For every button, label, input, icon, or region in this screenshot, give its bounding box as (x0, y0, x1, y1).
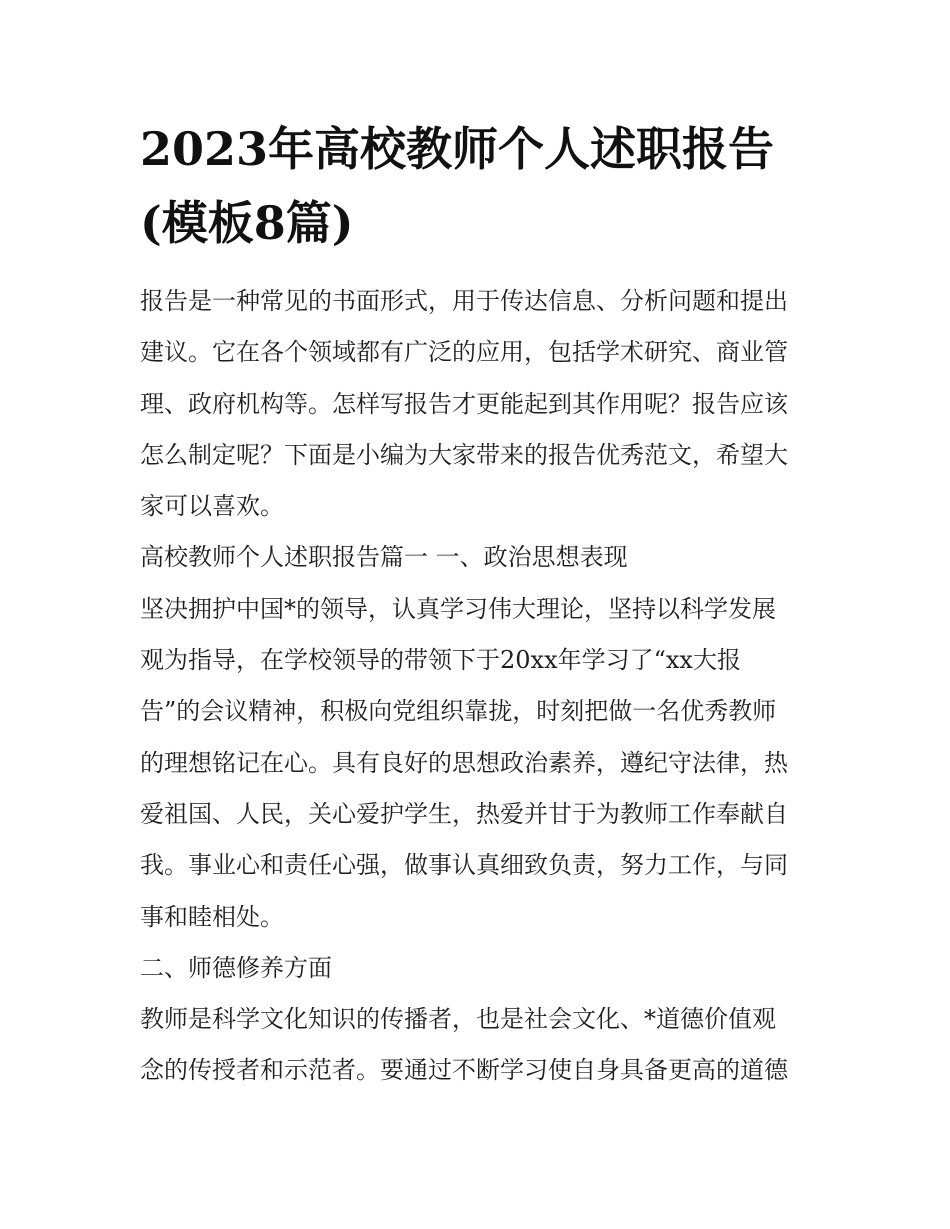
body-line: 建议。它在各个领域都有广泛的应用，包括学术研究、商业管 (140, 338, 788, 367)
body-line: 坚决拥护中国*的领导，认真学习伟大理论，坚持以科学发展 (140, 594, 776, 623)
body-line: 事和睦相处。 (140, 902, 284, 931)
body-line: 念的传授者和示范者。要通过不断学习使自身具备更高的道德 (140, 1056, 788, 1085)
body-line: 我。事业心和责任心强，做事认真细致负责，努力工作，与同 (140, 851, 788, 880)
document-body (140, 276, 812, 1097)
body-line: 教师是科学文化知识的传播者，也是社会文化、*道德价值观 (140, 1005, 776, 1034)
body-line: 观为指导，在学校领导的带领下于20xx年学习了“xx大报 (140, 646, 741, 675)
body-line: 爱祖国、人民，关心爱护学生，热爱并甘于为教师工作奉献自 (140, 799, 788, 828)
section-heading: 高校教师个人述职报告篇一 一、政治思想表现 (140, 543, 628, 572)
body-line: 告”的会议精神，积极向党组织靠拢，时刻把做一名优秀教师 (140, 697, 777, 726)
document-title (140, 112, 830, 260)
title-line-1: 2023年高校教师个人述职报告 (140, 122, 775, 176)
section-heading: 二、师德修养方面 (140, 953, 332, 982)
body-line: 怎么制定呢？下面是小编为大家带来的报告优秀范文，希望大 (140, 440, 788, 469)
title-line-2: (模板8篇) (140, 196, 354, 250)
body-line: 报告是一种常见的书面形式，用于传达信息、分析问题和提出 (140, 287, 788, 315)
body-line: 理、政府机构等。怎样写报告才更能起到其作用呢？报告应该 (140, 389, 788, 418)
body-line: 家可以喜欢。 (140, 492, 284, 521)
body-line: 的理想铭记在心。具有良好的思想政治素养，遵纪守法律，热 (140, 748, 788, 777)
